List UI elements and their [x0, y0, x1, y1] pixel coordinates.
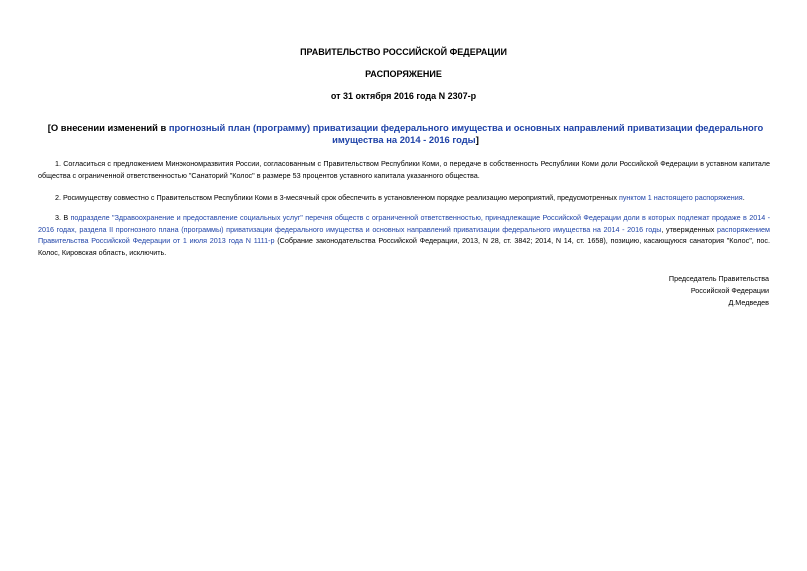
- link-order-1111-r[interactable]: распоряжением Правительства Российской Федерации от 1 июля 2013 года N 1111-р: [38, 224, 770, 245]
- paragraph-2-end: .: [742, 193, 745, 202]
- signature-name: Д.Медведев: [728, 298, 769, 307]
- paragraph-1: 1. Согласиться с предложением Минэкономразвития России, согласованным с Правительством Республики Коми, о передаче в собственность Республики Коми доли Российской Федерации в уставном капитале общества с ограниченной ответственностью "Санаторий "Колос" в размере 53 процентов уставного капитала указанного общества.: [38, 159, 770, 180]
- title-close: ]: [475, 133, 479, 145]
- signature-position: Председатель Правительства: [668, 274, 769, 283]
- paragraph-3-middle: , утвержденных: [661, 224, 717, 234]
- title-open: [О внесении изменений в: [47, 122, 169, 133]
- government-heading: ПРАВИТЕЛЬСТВО РОССИЙСКОЙ ФЕДЕРАЦИИ: [300, 47, 507, 57]
- link-point-1[interactable]: пунктом 1 настоящего распоряжения: [618, 193, 743, 202]
- document-title: [38, 122, 773, 145]
- document-kind-heading: РАСПОРЯЖЕНИЕ: [365, 69, 442, 79]
- signature-organization: Российской Федерации: [690, 286, 769, 295]
- title-link-privatization-plan[interactable]: прогнозный план (программу) приватизации федерального имущества и основных направлений приватизации федерального имущества на 2014 - 2016 годы: [168, 122, 764, 145]
- paragraph-2-text: 2. Росимуществу совместно с Правительством Республики Коми в 3-месячный срок обеспечить в установленном порядке реализацию мероприятий, предусмотренных: [55, 193, 619, 202]
- link-subsection-healthcare[interactable]: подразделе "Здравоохранение и предоставление социальных услуг" перечня обществ с ограниченной ответственностью, принадлежащие Российской Федерации доли в которых подлежат продаже в 2014 - 2016 годах, раздела II прогнозного плана (программы) приватизации федерального имущества и основных направлений приватизации федерального имущества на 2014 - 2016 годы: [38, 213, 770, 234]
- document-date-number: от 31 октября 2016 года N 2307-р: [330, 91, 477, 101]
- paragraph-3: [38, 212, 770, 258]
- paragraph-2: [38, 192, 770, 204]
- paragraph-3-end: (Собрание законодательства Российской Федерации, 2013, N 28, ст. 3842; 2014, N 14, ст. 1658), позицию, касающуюся санатория "Колос", пос. Колос, Кировская область, исключить.: [38, 236, 770, 257]
- paragraph-3-start: 3. В: [55, 213, 71, 222]
